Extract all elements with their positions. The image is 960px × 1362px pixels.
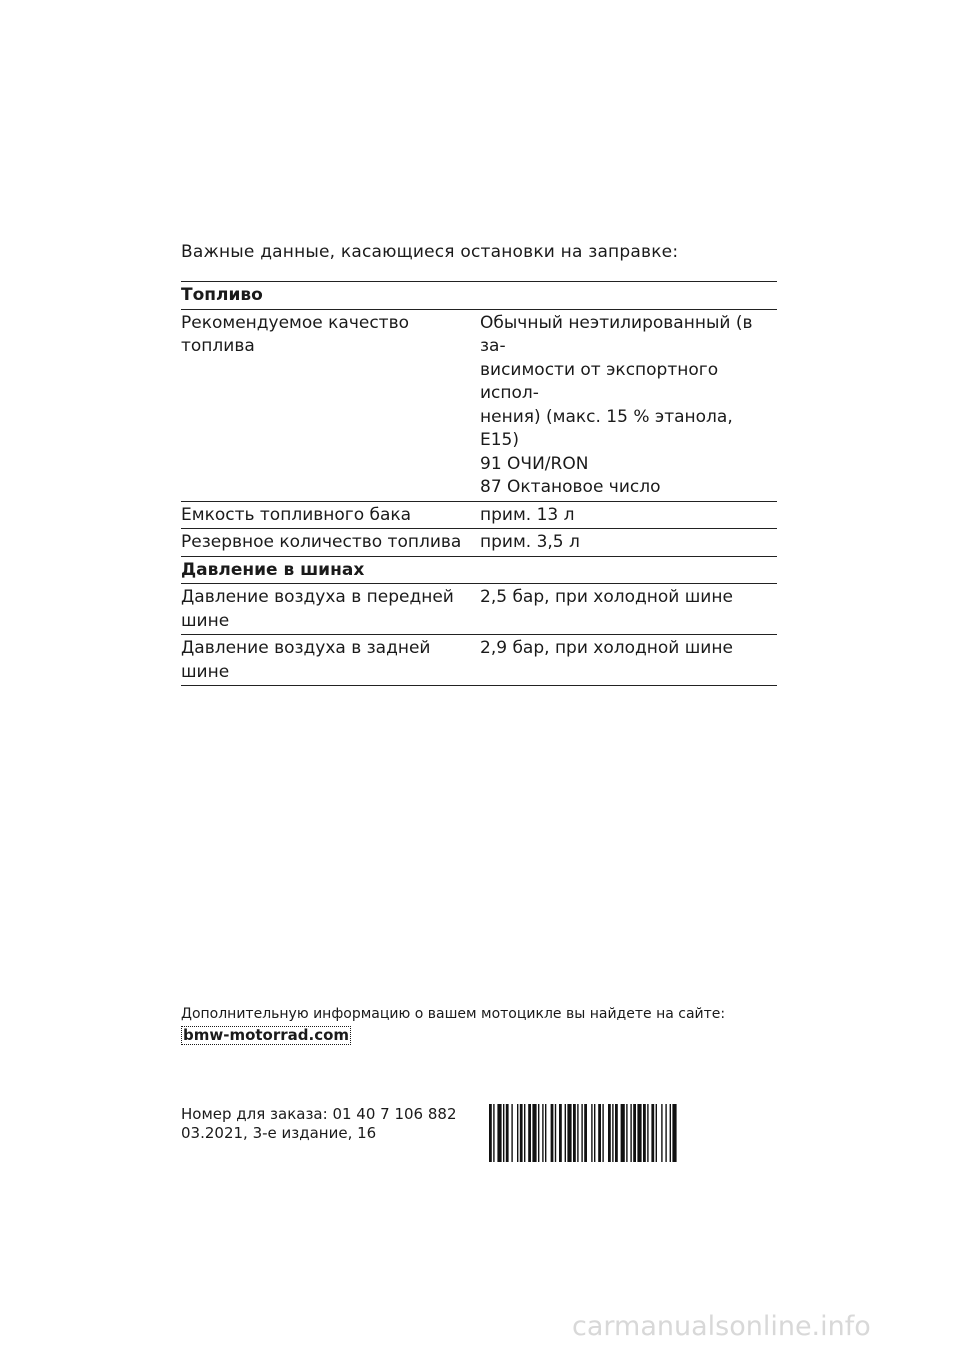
row-value: прим. 13 л (480, 504, 575, 525)
watermark-text: carmanualsonline.info (572, 1311, 871, 1342)
table-row (181, 502, 777, 530)
table-row (181, 584, 777, 635)
row-label: Емкость топливного бака (181, 504, 412, 525)
row-label: Давление воздуха в задней шине (181, 638, 431, 682)
more-info-text: Дополнительную информацию о вашем мотоцикле вы найдете на сайте: (181, 1006, 726, 1022)
row-value: прим. 3,5 л (480, 532, 580, 552)
row-label: Давление воздуха в передней шине (181, 587, 454, 631)
row-value: 2,9 бар, при холодной шине (480, 638, 733, 658)
intro-text: Важные данные, касающиеся остановки на заправке: (181, 242, 679, 262)
row-value: Обычный неэтилированный (в за- висимости от экспортного испол- нения) (макс. 15 % этанола, E15) 91 ОЧИ/RON 87 Октановое число (480, 312, 753, 497)
row-label: Резервное количество топлива (181, 532, 462, 552)
table-row (181, 635, 777, 686)
section-header-fuel: Топливо (181, 282, 777, 310)
refuel-data-table (181, 281, 777, 686)
order-info (181, 1105, 457, 1143)
barcode (487, 1104, 777, 1162)
order-number: Номер для заказа: 01 40 7 106 882 (181, 1105, 457, 1123)
edition-info: 03.2021, 3-е издание, 16 (181, 1124, 377, 1142)
section-header-tire-pressure: Давление в шинах (181, 557, 777, 585)
website-link[interactable]: bmw-motorrad.com (183, 1026, 350, 1044)
table-row (181, 529, 777, 557)
table-row (181, 310, 777, 502)
row-value: 2,5 бар, при холодной шине (480, 587, 733, 607)
row-label: Рекомендуемое качество топлива (181, 312, 409, 356)
